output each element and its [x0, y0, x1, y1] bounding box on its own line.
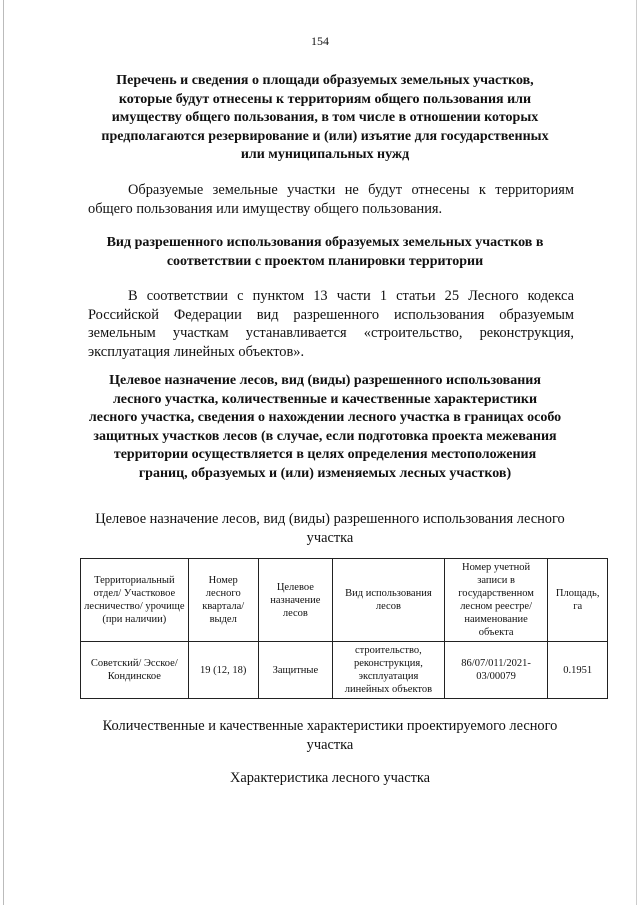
heading-permitted-use: Вид разрешенного использования образуемых земельных участков в соответствии с проектом планировки территории	[106, 235, 544, 269]
header-registry-number: Номер учетной записи в государственном лесном реестре/ наименование объекта	[444, 559, 548, 642]
heading-forest-purpose: Целевое назначение лесов, вид (виды) разрешенного использования лесного участка, количественные и качественные характеристики лесного участка, сведения о нахождении лесного участка в границах особо защитных участков лесов (в случае, если подготовка проекта межевания территории осуществляется в целях определения местоположения границ, образуемых и (или) изменяемых лесных участков)	[88, 373, 562, 481]
header-use-type: Вид использования лесов	[332, 559, 444, 642]
cell-forest-purpose: Защитные	[258, 642, 332, 699]
header-territorial-department: Территориальный отдел/ Участковое лесничество/ урочище (при наличии)	[81, 559, 189, 642]
heading-public-use-plots: Перечень и сведения о площади образуемых земельных участков, которые будут отнесены к территориям общего пользования или имуществу общего пользования, в том числе в отношении которых предполагаются резервирование и (или) изъятие для государственных или муниципальных нужд	[101, 73, 549, 163]
header-quarter-number: Номер лесного квартала/ выдел	[188, 559, 258, 642]
paragraph-permitted-use: В соответствии с пунктом 13 части 1 статьи 25 Лесного кодекса Российской Федерации вид разрешенного использования образуемым земельным участкам устанавливается «строительство, реконструкция, эксплуатация линейных объектов».	[88, 288, 574, 360]
header-area: Площадь, га	[548, 559, 608, 642]
scan-edge-left	[3, 0, 4, 905]
table-title: Целевое назначение лесов, вид (виды) разрешенного использования лесного участка	[95, 511, 565, 546]
scan-edge-right	[636, 0, 637, 905]
table-row	[81, 642, 608, 699]
section-subtitle-plot-characteristics: Характеристика лесного участка	[229, 770, 431, 786]
header-forest-purpose: Целевое назначение лесов	[258, 559, 332, 642]
forest-plot-table	[80, 558, 608, 699]
cell-territorial-department: Советский/ Эсское/Кондинское	[81, 642, 189, 699]
cell-use-type: строительство, реконструкция, эксплуатация линейных объектов	[332, 642, 444, 699]
page-number: 154	[311, 34, 329, 48]
cell-area: 0.1951	[548, 642, 608, 699]
cell-quarter-number: 19 (12, 18)	[188, 642, 258, 699]
cell-registry-number: 86/07/011/2021-03/00079	[444, 642, 548, 699]
section-title-characteristics: Количественные и качественные характеристики проектируемого лесного участка	[102, 718, 558, 753]
paragraph-public-use-plots: Образуемые земельные участки не будут отнесены к территориям общего пользования или имуществу общего пользования.	[88, 182, 574, 217]
table-header-row	[81, 559, 608, 642]
